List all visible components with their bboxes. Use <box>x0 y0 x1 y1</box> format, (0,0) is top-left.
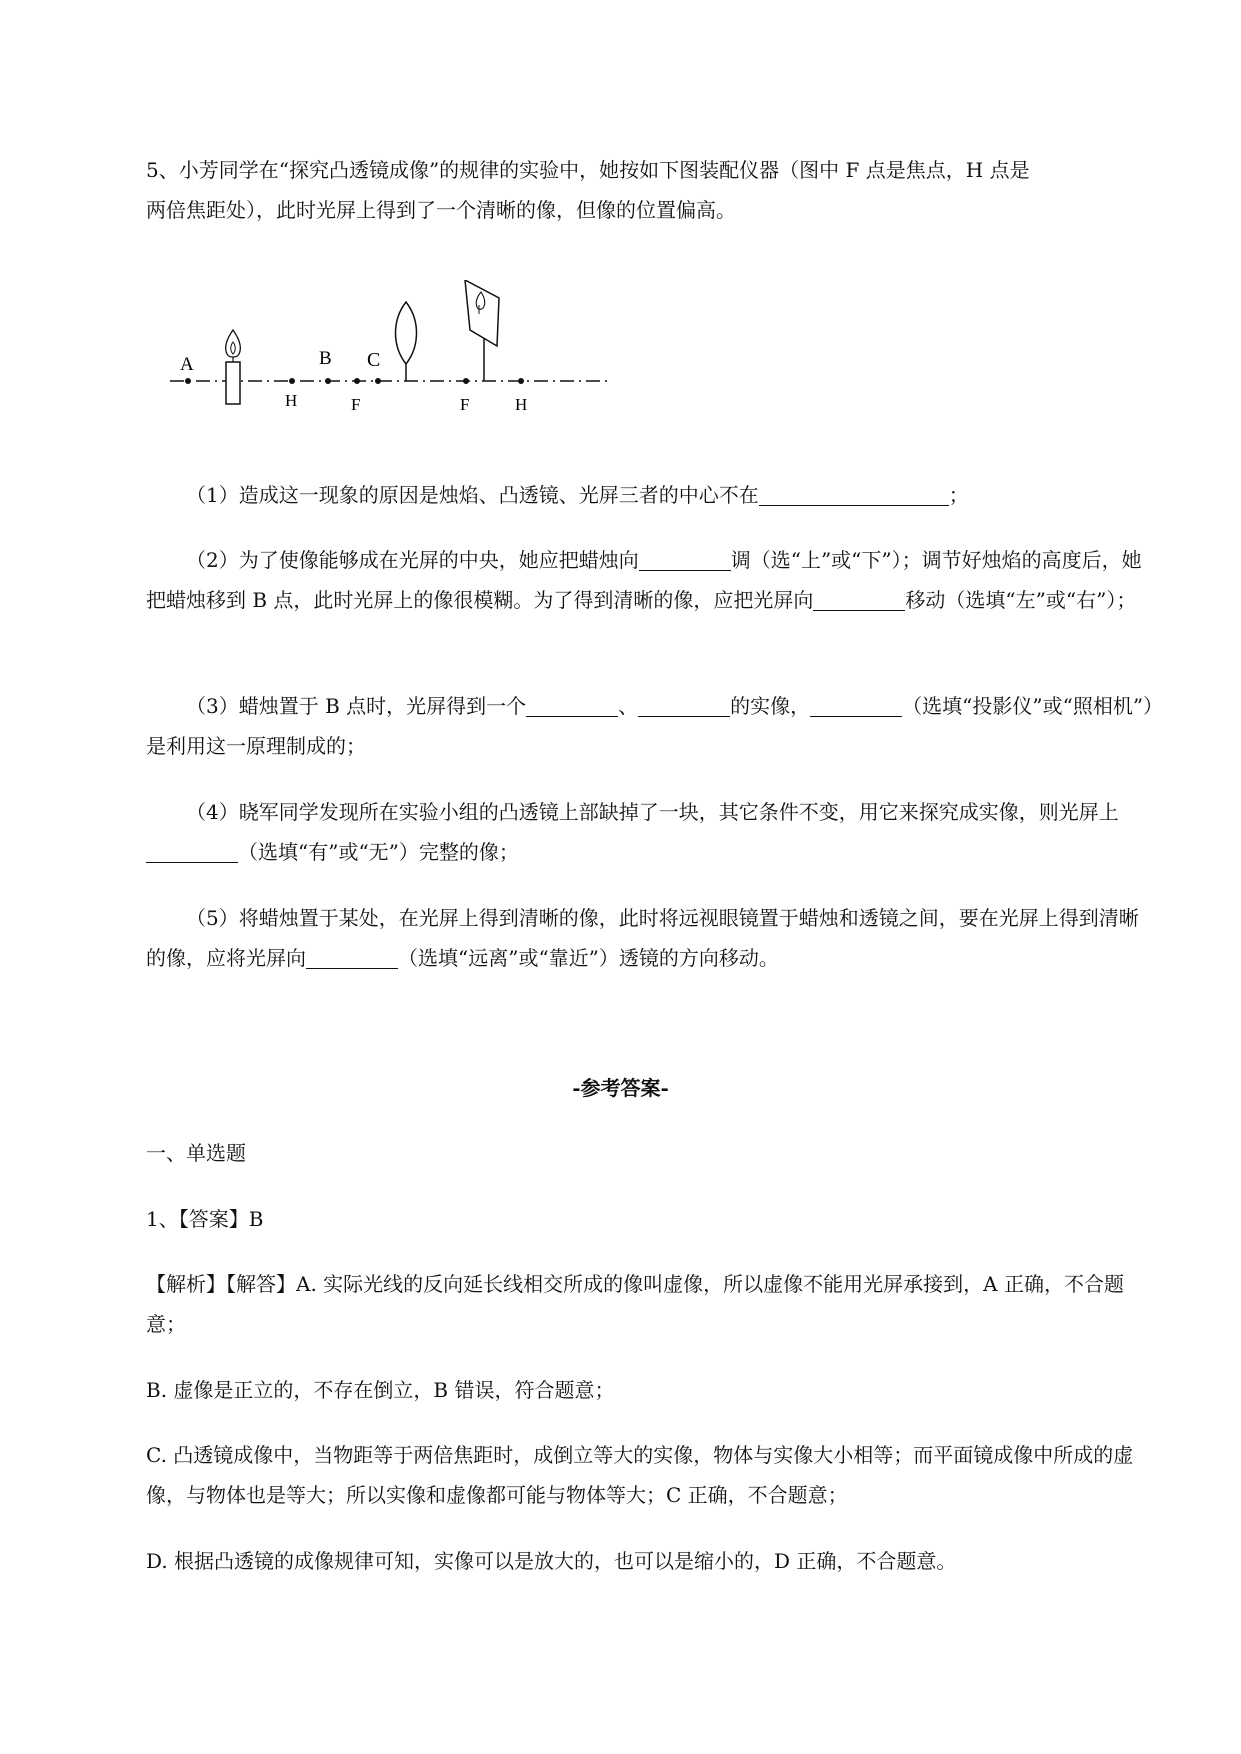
answer-blank[interactable] <box>306 946 398 969</box>
answer-blank[interactable] <box>526 694 618 717</box>
light-screen-icon <box>465 280 499 381</box>
point-a <box>185 378 191 384</box>
question-part-5: （5）将蜡烛置于某处，在光屏上得到清晰的像，此时将远视眼镜置于蜡烛和透镜之间，要在光屏上得到清晰的像，应将光屏向 （选填“远离”或“靠近”）透镜的方向移动。 <box>146 906 1139 970</box>
option-b-text: B. 虚像是正立的，不存在倒立，B 错误，符合题意； <box>146 1378 615 1402</box>
label-h-right: H <box>515 395 528 414</box>
q1-answer: 1、【答案】B <box>146 1207 264 1231</box>
label-b: B <box>319 348 332 369</box>
answer-blank[interactable] <box>639 548 731 571</box>
point-b <box>325 378 331 384</box>
label-h-left: H <box>285 391 298 410</box>
section-heading: 一、单选题 <box>146 1141 246 1165</box>
question-part-2: （2）为了使像能够成在光屏的中央，她应把蜡烛向 调（选“上”或“下”）；调节好烛焰的高度后，她把蜡烛移到 B 点，此时光屏上的像很模糊。为了得到清晰的像，应把光屏向 移动（选填“左”或“右”）； <box>146 548 1142 612</box>
answer-blank[interactable] <box>759 483 949 506</box>
point-c <box>375 378 381 384</box>
analysis-text: 【解析】【解答】A. 实际光线的反向延长线相交所成的像叫虚像，所以虚像不能用光屏承接到，A 正确，不合题意； <box>146 1272 1124 1336</box>
question-part-3: （3）蜡烛置于 B 点时，光屏得到一个 、 的实像， （选填“投影仪”或“照相机”）是利用这一原理制成的； <box>146 694 1154 758</box>
lens-experiment-diagram <box>170 280 630 420</box>
point-f-left <box>354 378 360 384</box>
answer-blank[interactable] <box>146 840 238 863</box>
question-intro <box>146 150 1156 230</box>
label-c: C <box>367 349 381 371</box>
intro-line-2: 两倍焦距处），此时光屏上得到了一个清晰的像，但像的位置偏高。 <box>146 198 736 222</box>
label-f-right: F <box>460 395 470 414</box>
label-f-left: F <box>351 395 361 414</box>
point-h-right <box>518 378 524 384</box>
option-d-text: D. 根据凸透镜的成像规律可知，实像可以是放大的，也可以是缩小的，D 正确，不合题意。 <box>146 1549 957 1573</box>
convex-lens-icon <box>396 302 417 381</box>
question-part-1: （1）造成这一现象的原因是烛焰、凸透镜、光屏三者的中心不在 ； <box>186 483 969 507</box>
answer-blank[interactable] <box>813 588 905 611</box>
answers-title: -参考答案- <box>572 1076 669 1100</box>
answer-blank[interactable] <box>810 694 902 717</box>
question-part-4: （4）晓军同学发现所在实验小组的凸透镜上部缺掉了一块，其它条件不变，用它来探究成实像，则光屏上（选填“有”或“无”）完整的像； <box>146 792 1156 872</box>
label-a: A <box>180 354 194 375</box>
point-h-left <box>289 378 295 384</box>
intro-line-1: 5、小芳同学在“探究凸透镜成像”的规律的实验中，她按如下图装配仪器（图中 F 点是焦点，H 点是 <box>146 158 1030 182</box>
candle-icon <box>226 330 241 404</box>
point-f-right <box>463 378 469 384</box>
answer-blank[interactable] <box>638 694 730 717</box>
option-c-text: C. 凸透镜成像中，当物距等于两倍焦距时，成倒立等大的实像，物体与实像大小相等；而平面镜成像中所成的虚像，与物体也是等大；所以实像和虚像都可能与物体等大；C 正确，不合题意； <box>146 1443 1134 1507</box>
